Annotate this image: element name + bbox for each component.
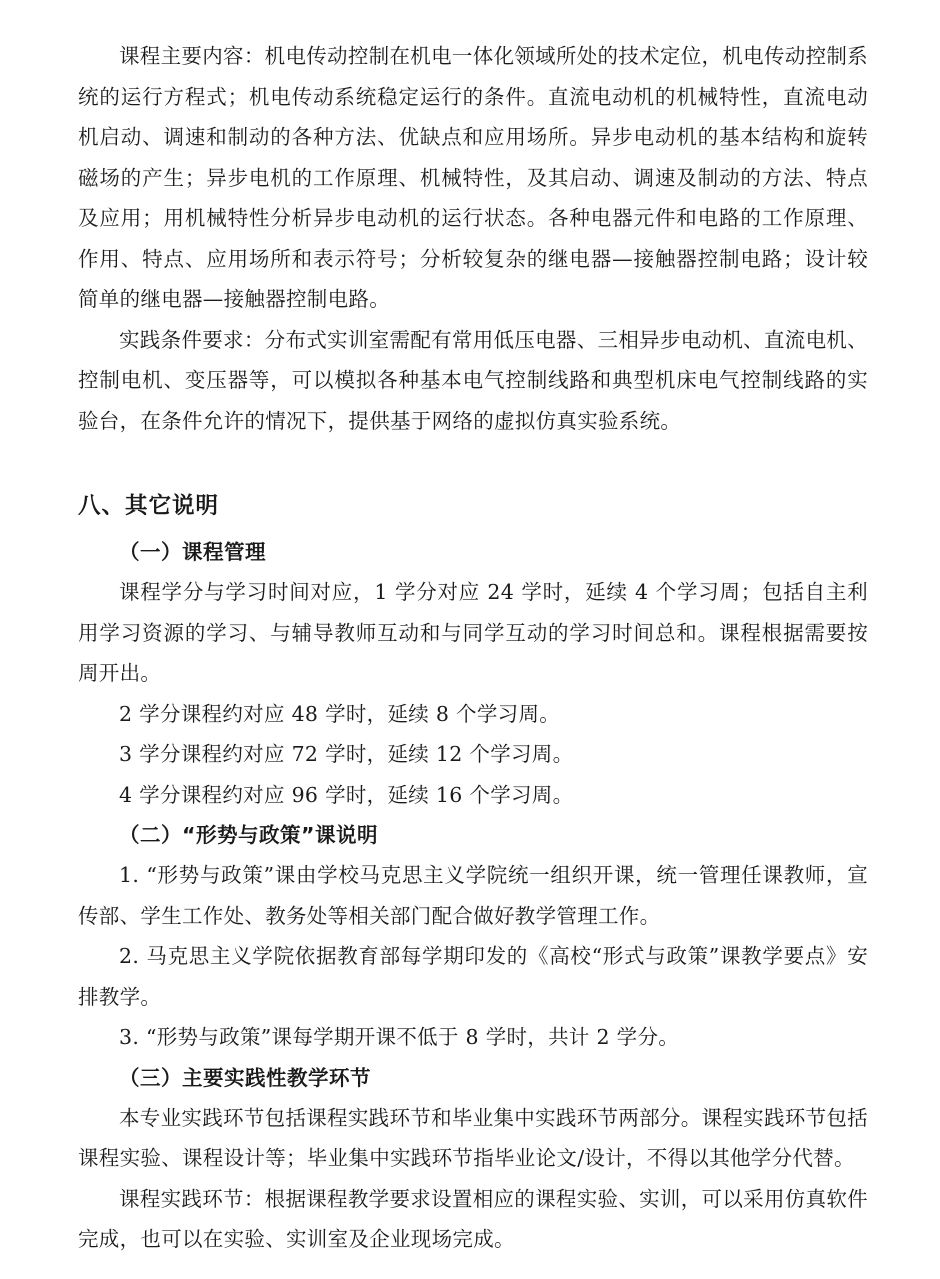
subheading-situation-policy: （二）“形势与政策”课说明 [119,823,378,847]
paragraph-credit-hours: 课程学分与学习时间对应，1 学分对应 24 学时，延续 4 个学习周；包括自主利用学习资源的学习、与辅导教师互动和与同学互动的学习时间总和。课程根据需要按周开出。 [78,580,868,685]
subheading-course-management: （一）课程管理 [119,540,266,564]
section-heading-other: 八、其它说明 [78,493,220,519]
paragraph-practice-requirements: 实践条件要求：分布式实训室需配有常用低压电器、三相异步电动机、直流电机、控制电机、变压器等，可以模拟各种基本电气控制线路和典型机床电气控制线路的实验台，在条件允许的情况下，提供基于网络的虚拟仿真实验系统。 [78,327,868,433]
paragraph-4-credit: 4 学分课程约对应 96 学时，延续 16 个学习周。 [119,782,574,807]
document-page [78,36,868,1260]
paragraph-policy-1: 1. “形势与政策”课由学校马克思主义学院统一组织开课，统一管理任课教师，宣传部、学生工作处、教务处等相关部门配合做好教学管理工作。 [78,863,868,928]
paragraph-course-content: 课程主要内容：机电传动控制在机电一体化领域所处的技术定位，机电传动控制系统的运行方程式；机电传动系统稳定运行的条件。直流电动机的机械特性，直流电动机启动、调速和制动的各种方法、优缺点和应用场所。异步电动机的基本结构和旋转磁场的产生；异步电机的工作原理、机械特性，及其启动、调速及制动的方法、特点及应用；用机械特性分析异步电动机的运行状态。各种电器元件和电路的工作原理、作用、特点、应用场所和表示符号；分析较复杂的继电器—接触器控制电路；设计较简单的继电器—接触器控制电路。 [78,44,868,311]
paragraph-practice-2: 课程实践环节：根据课程教学要求设置相应的课程实验、实训，可以采用仿真软件完成，也可以在实验、实训室及企业现场完成。 [78,1186,868,1251]
subheading-practice-links: （三）主要实践性教学环节 [119,1065,371,1090]
paragraph-policy-3: 3. “形势与政策”课每学期开课不低于 8 学时，共计 2 学分。 [119,1025,680,1049]
paragraph-3-credit: 3 学分课程约对应 72 学时，延续 12 个学习周。 [119,742,574,766]
paragraph-policy-2: 2. 马克思主义学院依据教育部每学期印发的《高校“形式与政策”课教学要点》安排教学。 [78,944,868,1009]
paragraph-2-credit: 2 学分课程约对应 48 学时，延续 8 个学习周。 [119,701,561,726]
paragraph-practice-1: 本专业实践环节包括课程实践环节和毕业集中实践环节两部分。课程实践环节包括课程实验、课程设计等；毕业集中实践环节指毕业论文/设计，不得以其他学分代替。 [78,1105,868,1170]
